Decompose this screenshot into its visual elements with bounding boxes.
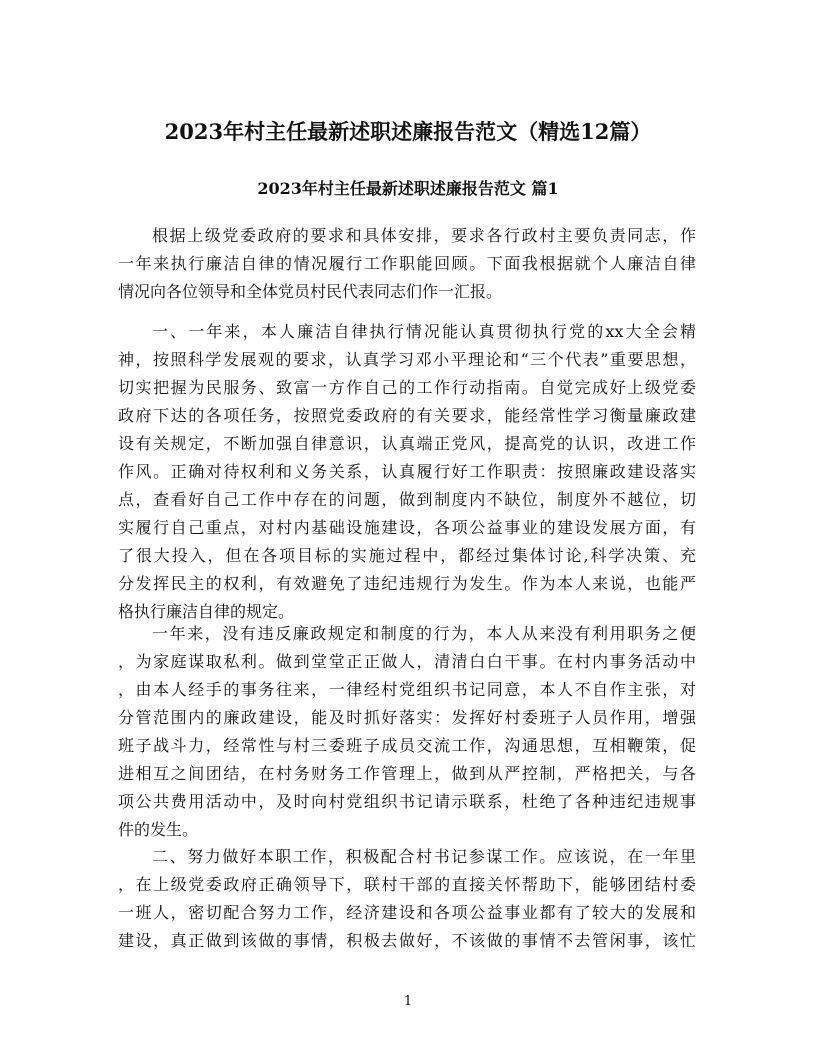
text-line: 班子战斗力，经常性与村三委班子成员交流工作，沟通思想，互相鞭策，促 — [118, 736, 696, 755]
text-line: ，在上级党委政府正确领导下，联村干部的直接关怀帮助下，能够团结村委 — [118, 875, 696, 894]
text-line: 一年来，没有违反廉政规定和制度的行为，本人从来没有利用职务之便 — [152, 624, 696, 643]
text-line: 进相互之间团结，在村务财务工作管理上，做到从严控制，严格把关，与各 — [118, 764, 696, 783]
text-line: 格执行廉洁自律的规定。 — [118, 602, 295, 621]
page-number: 1 — [403, 994, 413, 1009]
text-line: 神，按照科学发展观的要求，认真学习邓小平理论和“三个代表”重要思想， — [118, 350, 696, 369]
text-line: ，由本人经手的事务往来，一律经村党组织书记同意，本人不自作主张，对 — [118, 680, 696, 699]
text-line: 作风。正确对待权利和义务关系，认真履行好工作职责：按照廉政建设落实 — [118, 462, 696, 481]
text-line: 一班人，密切配合努力工作，经济建设和各项公益事业都有了较大的发展和 — [118, 903, 696, 922]
text-line: 了很大投入，但在各项目标的实施过程中，都经过集体讨论,科学决策、充 — [118, 546, 696, 565]
text-line: 分管范围内的廉政建设，能及时抓好落实：发挥好村委班子人员作用，增强 — [118, 708, 696, 727]
section-title: 2023年村主任最新述职述廉报告范文 篇1 — [257, 179, 559, 198]
document-title: 2023年村主任最新述职述廉报告范文（精选12篇） — [164, 119, 652, 144]
text-line: ，为家庭谋取私利。做到堂堂正正做人，清清白白干事。在村内事务活动中 — [118, 652, 696, 671]
text-line: 一、一年来，本人廉洁自律执行情况能认真贯彻执行党的xx大全会精 — [152, 322, 696, 341]
text-line: 二、努力做好本职工作，积极配合村书记参谋工作。应该说，在一年里 — [152, 847, 696, 866]
text-line: 点，查看好自己工作中存在的问题，做到制度内不缺位，制度外不越位，切 — [118, 490, 696, 509]
text-line: 一年来执行廉洁自律的情况履行工作职能回顾。下面我根据就个人廉洁自律 — [118, 254, 696, 273]
paragraph-4 — [118, 843, 696, 955]
text-line: 政府下达的各项任务，按照党委政府的有关要求，能经常性学习衡量廉政建 — [118, 406, 696, 425]
text-line: 情况向各位领导和全体党员村民代表同志们作一汇报。 — [118, 282, 503, 301]
text-line: 项公共费用活动中，及时向村党组织书记请示联系，杜绝了各种违纪违规事 — [118, 792, 696, 811]
text-line: 建设，真正做到该做的事情，积极去做好，不该做的事情不去管闲事，该忙 — [118, 931, 696, 950]
paragraph-3 — [118, 620, 696, 844]
paragraph-2 — [118, 318, 696, 626]
text-line: 设有关规定，不断加强自律意识，认真端正党风，提高党的认识，改进工作 — [118, 434, 696, 453]
text-line: 根据上级党委政府的要求和具体安排，要求各行政村主要负责同志，作 — [152, 226, 696, 245]
paragraph-1 — [118, 222, 696, 306]
text-line: 分发挥民主的权利，有效避免了违纪违规行为发生。作为本人来说，也能严 — [118, 574, 696, 593]
text-line: 切实把握为民服务、致富一方作自己的工作行动指南。自觉完成好上级党委 — [118, 378, 696, 397]
text-line: 实履行自己重点，对村内基础设施建设，各项公益事业的建设发展方面，有 — [118, 518, 696, 537]
text-line: 件的发生。 — [118, 820, 199, 839]
